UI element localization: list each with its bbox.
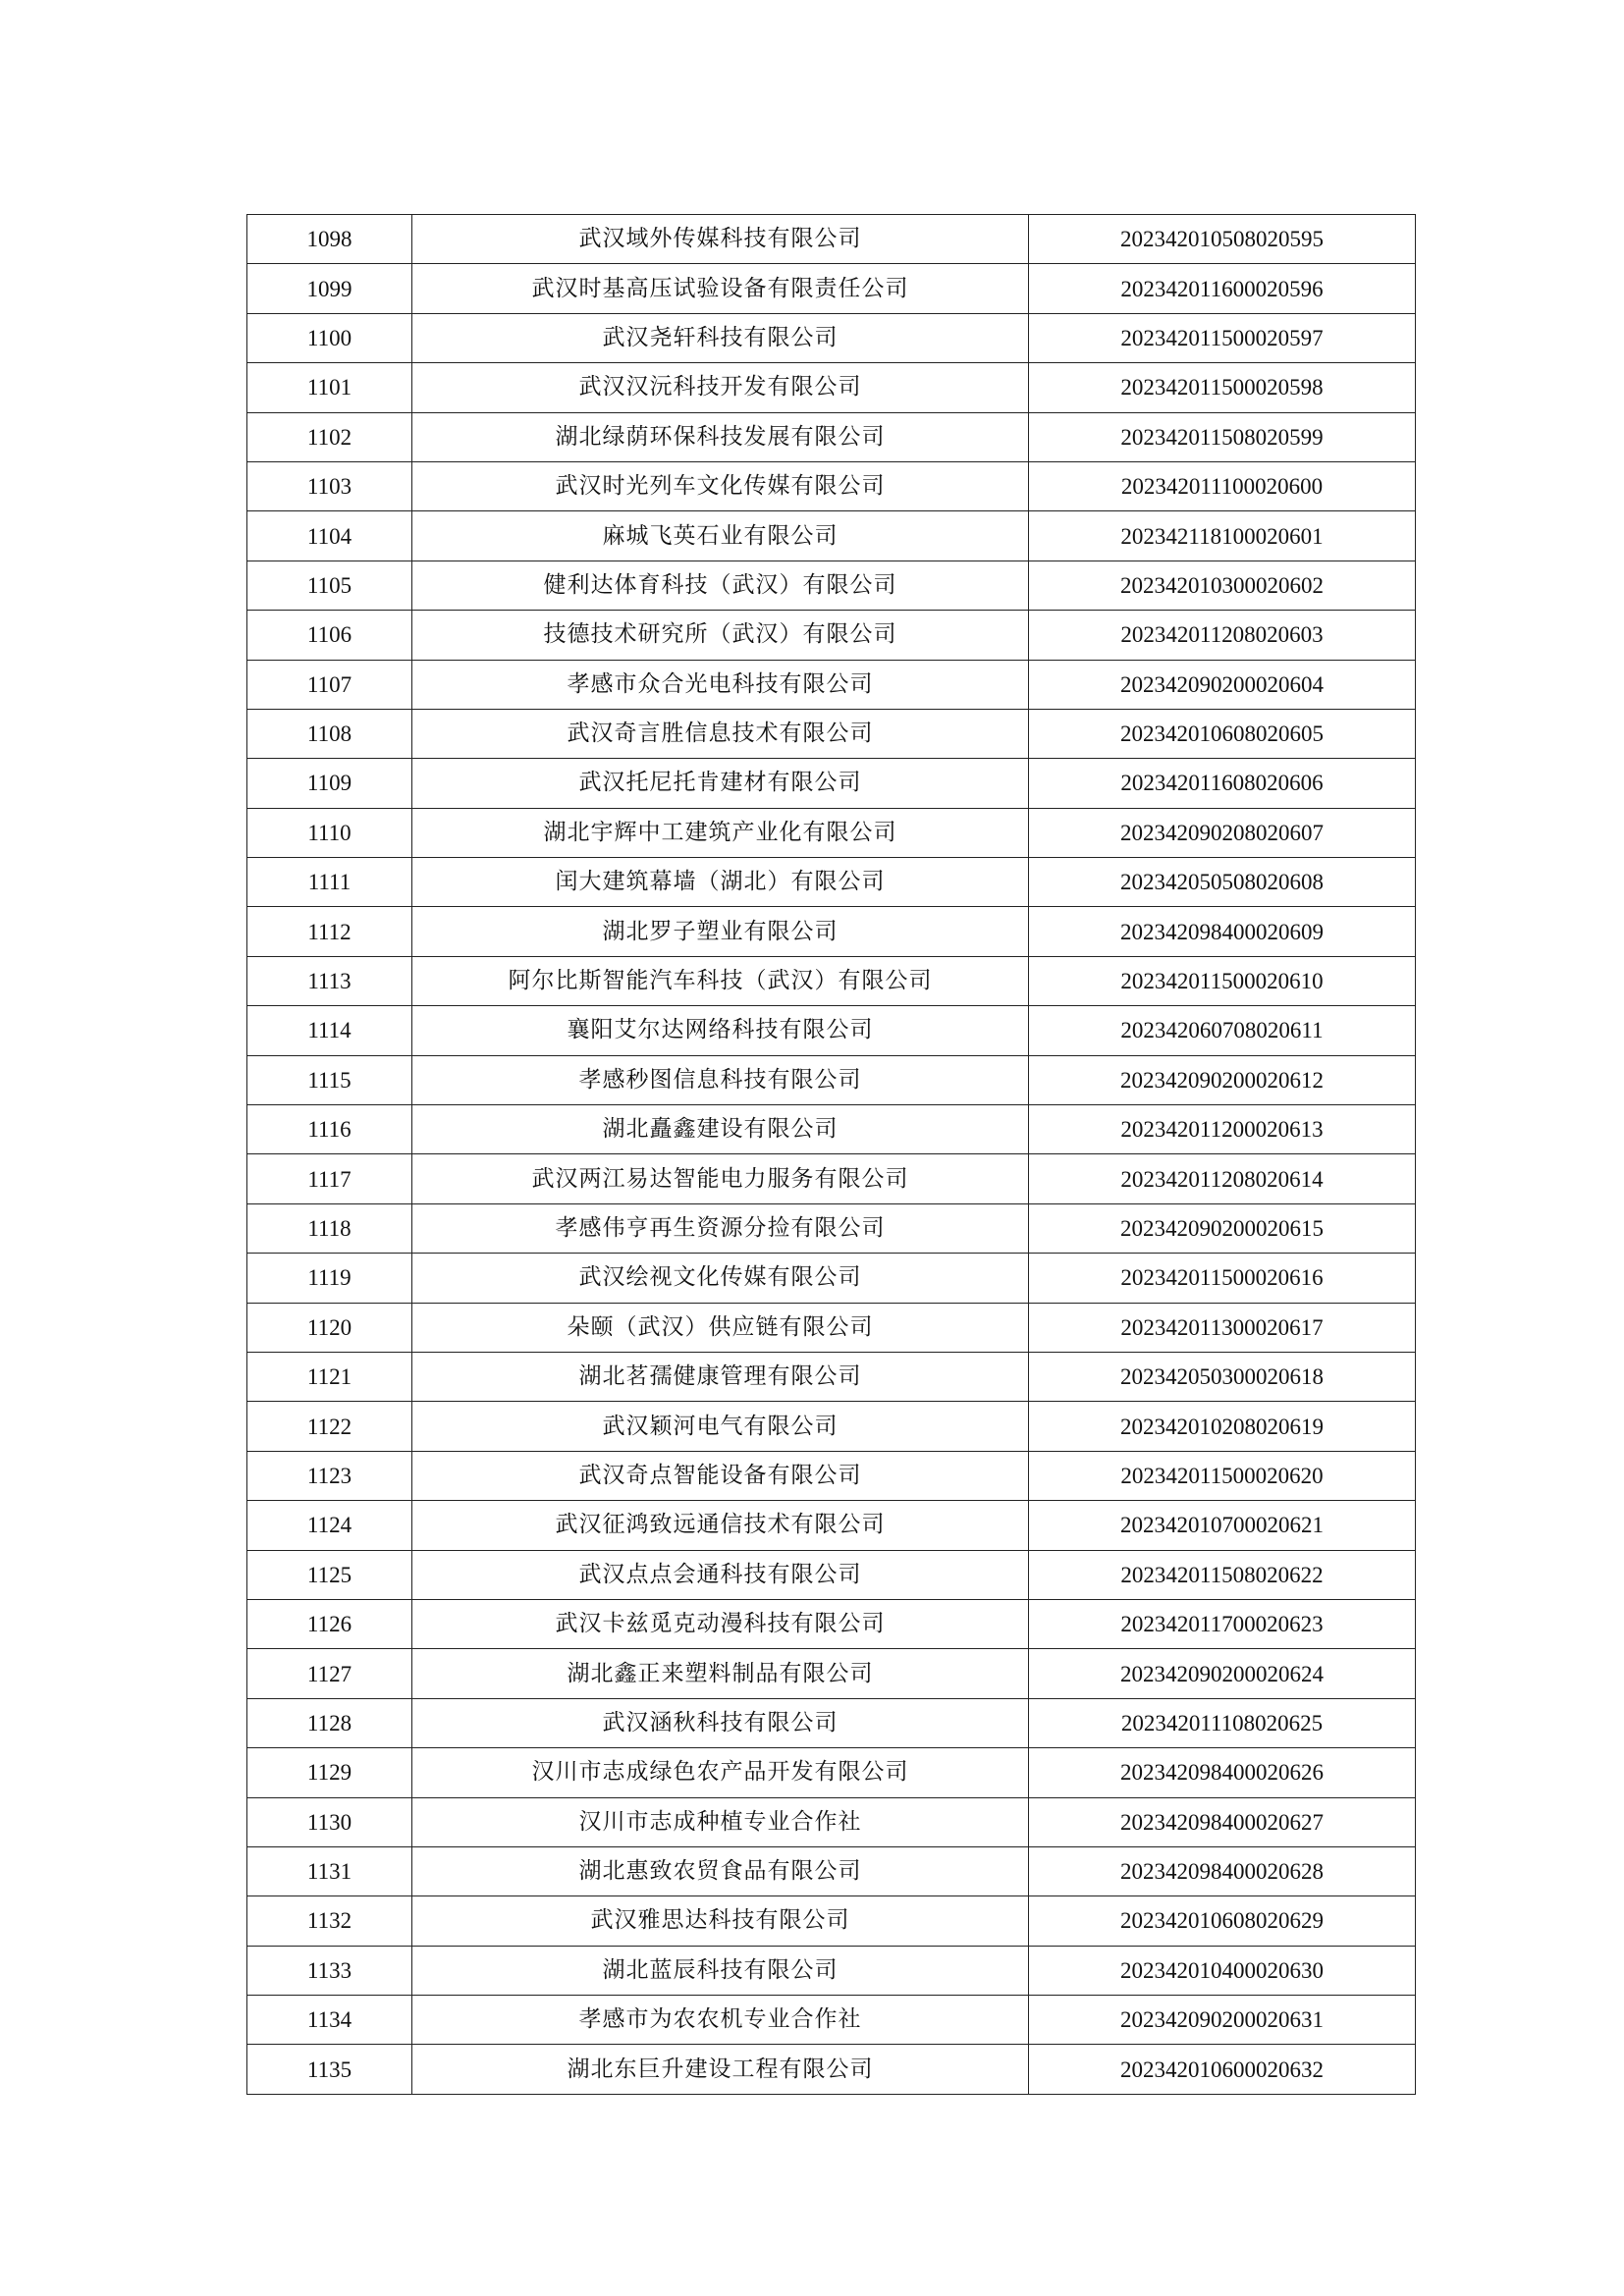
company-name-cell: 闰大建筑幕墙（湖北）有限公司: [412, 858, 1029, 907]
row-number-cell: 1100: [247, 313, 412, 362]
row-number-cell: 1123: [247, 1451, 412, 1500]
row-number-cell: 1132: [247, 1896, 412, 1946]
company-name-cell: 武汉绘视文化传媒有限公司: [412, 1254, 1029, 1303]
company-name-cell: 孝感伟亨再生资源分捡有限公司: [412, 1203, 1029, 1253]
company-registry-table: [246, 214, 1416, 2095]
table-row: [247, 1599, 1416, 1648]
row-number-cell: 1124: [247, 1501, 412, 1550]
company-name-cell: 孝感市为农农机专业合作社: [412, 1996, 1029, 2045]
row-number-cell: 1130: [247, 1797, 412, 1846]
registration-code-cell: 202342011208020614: [1029, 1154, 1416, 1203]
table-row: [247, 363, 1416, 412]
company-name-cell: 武汉奇点智能设备有限公司: [412, 1451, 1029, 1500]
registration-code-cell: 202342098400020627: [1029, 1797, 1416, 1846]
table-row: [247, 1896, 1416, 1946]
row-number-cell: 1111: [247, 858, 412, 907]
table-row: [247, 511, 1416, 561]
registration-code-cell: 202342011600020596: [1029, 264, 1416, 313]
company-name-cell: 湖北蓝辰科技有限公司: [412, 1946, 1029, 1995]
company-name-cell: 湖北鑫正来塑料制品有限公司: [412, 1649, 1029, 1698]
row-number-cell: 1126: [247, 1599, 412, 1648]
row-number-cell: 1120: [247, 1303, 412, 1352]
registration-code-cell: 202342011500020616: [1029, 1254, 1416, 1303]
registration-code-cell: 202342010300020602: [1029, 561, 1416, 610]
registration-code-cell: 202342090200020612: [1029, 1055, 1416, 1104]
row-number-cell: 1122: [247, 1402, 412, 1451]
registration-code-cell: 202342098400020626: [1029, 1748, 1416, 1797]
company-name-cell: 武汉雅思达科技有限公司: [412, 1896, 1029, 1946]
table-body: [247, 215, 1416, 2095]
table-row: [247, 561, 1416, 610]
row-number-cell: 1112: [247, 907, 412, 956]
company-name-cell: 武汉两江易达智能电力服务有限公司: [412, 1154, 1029, 1203]
registration-code-cell: 202342011300020617: [1029, 1303, 1416, 1352]
registration-code-cell: 202342050508020608: [1029, 858, 1416, 907]
table-row: [247, 1748, 1416, 1797]
row-number-cell: 1115: [247, 1055, 412, 1104]
row-number-cell: 1102: [247, 412, 412, 461]
company-name-cell: 湖北惠致农贸食品有限公司: [412, 1846, 1029, 1896]
row-number-cell: 1114: [247, 1006, 412, 1055]
company-name-cell: 健利达体育科技（武汉）有限公司: [412, 561, 1029, 610]
table-row: [247, 956, 1416, 1005]
row-number-cell: 1133: [247, 1946, 412, 1995]
table-row: [247, 1698, 1416, 1747]
registration-code-cell: 202342010608020629: [1029, 1896, 1416, 1946]
registration-code-cell: 202342011508020599: [1029, 412, 1416, 461]
row-number-cell: 1131: [247, 1846, 412, 1896]
registration-code-cell: 202342011200020613: [1029, 1105, 1416, 1154]
registration-code-cell: 202342010400020630: [1029, 1946, 1416, 1995]
row-number-cell: 1101: [247, 363, 412, 412]
company-name-cell: 阿尔比斯智能汽车科技（武汉）有限公司: [412, 956, 1029, 1005]
table-row: [247, 1055, 1416, 1104]
company-name-cell: 武汉托尼托肯建材有限公司: [412, 759, 1029, 808]
company-name-cell: 湖北茗孺健康管理有限公司: [412, 1352, 1029, 1401]
table-row: [247, 1006, 1416, 1055]
company-name-cell: 武汉汉沅科技开发有限公司: [412, 363, 1029, 412]
table-row: [247, 1402, 1416, 1451]
company-name-cell: 武汉卡兹觅克动漫科技有限公司: [412, 1599, 1029, 1648]
registration-code-cell: 202342011208020603: [1029, 611, 1416, 660]
row-number-cell: 1125: [247, 1550, 412, 1599]
table-row: [247, 1451, 1416, 1500]
row-number-cell: 1107: [247, 660, 412, 709]
table-row: [247, 660, 1416, 709]
table-row: [247, 907, 1416, 956]
table-row: [247, 759, 1416, 808]
row-number-cell: 1110: [247, 808, 412, 857]
table-row: [247, 1797, 1416, 1846]
row-number-cell: 1117: [247, 1154, 412, 1203]
company-name-cell: 襄阳艾尔达网络科技有限公司: [412, 1006, 1029, 1055]
table-row: [247, 2045, 1416, 2094]
registration-code-cell: 202342098400020609: [1029, 907, 1416, 956]
company-name-cell: 汉川市志成绿色农产品开发有限公司: [412, 1748, 1029, 1797]
table-row: [247, 858, 1416, 907]
registration-code-cell: 202342098400020628: [1029, 1846, 1416, 1896]
company-name-cell: 武汉时光列车文化传媒有限公司: [412, 461, 1029, 510]
table-row: [247, 808, 1416, 857]
row-number-cell: 1105: [247, 561, 412, 610]
registration-code-cell: 202342011100020600: [1029, 461, 1416, 510]
row-number-cell: 1099: [247, 264, 412, 313]
registration-code-cell: 202342010700020621: [1029, 1501, 1416, 1550]
company-name-cell: 汉川市志成种植专业合作社: [412, 1797, 1029, 1846]
registration-code-cell: 202342011500020620: [1029, 1451, 1416, 1500]
table-row: [247, 1550, 1416, 1599]
registration-code-cell: 202342010208020619: [1029, 1402, 1416, 1451]
row-number-cell: 1119: [247, 1254, 412, 1303]
table-row: [247, 461, 1416, 510]
company-name-cell: 麻城飞英石业有限公司: [412, 511, 1029, 561]
row-number-cell: 1106: [247, 611, 412, 660]
registration-code-cell: 202342050300020618: [1029, 1352, 1416, 1401]
company-name-cell: 武汉点点会通科技有限公司: [412, 1550, 1029, 1599]
company-name-cell: 技德技术研究所（武汉）有限公司: [412, 611, 1029, 660]
row-number-cell: 1118: [247, 1203, 412, 1253]
company-name-cell: 湖北宇辉中工建筑产业化有限公司: [412, 808, 1029, 857]
row-number-cell: 1127: [247, 1649, 412, 1698]
registration-code-cell: 202342090208020607: [1029, 808, 1416, 857]
table-row: [247, 1996, 1416, 2045]
table-row: [247, 1501, 1416, 1550]
table-row: [247, 412, 1416, 461]
table-row: [247, 1649, 1416, 1698]
table-row: [247, 1352, 1416, 1401]
company-name-cell: 湖北罗子塑业有限公司: [412, 907, 1029, 956]
table-row: [247, 709, 1416, 758]
registration-code-cell: 202342090200020631: [1029, 1996, 1416, 2045]
registration-code-cell: 202342090200020624: [1029, 1649, 1416, 1698]
table-row: [247, 215, 1416, 264]
row-number-cell: 1104: [247, 511, 412, 561]
registration-code-cell: 202342011508020622: [1029, 1550, 1416, 1599]
company-name-cell: 武汉颖河电气有限公司: [412, 1402, 1029, 1451]
row-number-cell: 1113: [247, 956, 412, 1005]
row-number-cell: 1103: [247, 461, 412, 510]
company-name-cell: 湖北东巨升建设工程有限公司: [412, 2045, 1029, 2094]
company-name-cell: 武汉域外传媒科技有限公司: [412, 215, 1029, 264]
row-number-cell: 1098: [247, 215, 412, 264]
registration-code-cell: 202342011108020625: [1029, 1698, 1416, 1747]
row-number-cell: 1134: [247, 1996, 412, 2045]
registration-code-cell: 202342011700020623: [1029, 1599, 1416, 1648]
table-row: [247, 1105, 1416, 1154]
table-row: [247, 264, 1416, 313]
registration-code-cell: 202342011500020597: [1029, 313, 1416, 362]
company-name-cell: 孝感市众合光电科技有限公司: [412, 660, 1029, 709]
row-number-cell: 1135: [247, 2045, 412, 2094]
registration-code-cell: 202342090200020615: [1029, 1203, 1416, 1253]
table-row: [247, 313, 1416, 362]
registration-code-cell: 202342011608020606: [1029, 759, 1416, 808]
registration-code-cell: 202342010600020632: [1029, 2045, 1416, 2094]
company-name-cell: 朵颐（武汉）供应链有限公司: [412, 1303, 1029, 1352]
registration-code-cell: 202342060708020611: [1029, 1006, 1416, 1055]
row-number-cell: 1121: [247, 1352, 412, 1401]
row-number-cell: 1109: [247, 759, 412, 808]
row-number-cell: 1129: [247, 1748, 412, 1797]
table-row: [247, 1254, 1416, 1303]
company-name-cell: 孝感秒图信息科技有限公司: [412, 1055, 1029, 1104]
table-row: [247, 1154, 1416, 1203]
table-row: [247, 1303, 1416, 1352]
company-name-cell: 湖北绿荫环保科技发展有限公司: [412, 412, 1029, 461]
table-row: [247, 1203, 1416, 1253]
registration-code-cell: 202342010608020605: [1029, 709, 1416, 758]
table-row: [247, 611, 1416, 660]
table-row: [247, 1846, 1416, 1896]
row-number-cell: 1128: [247, 1698, 412, 1747]
registration-code-cell: 202342010508020595: [1029, 215, 1416, 264]
registration-code-cell: 202342011500020610: [1029, 956, 1416, 1005]
company-name-cell: 湖北矗鑫建设有限公司: [412, 1105, 1029, 1154]
table-row: [247, 1946, 1416, 1995]
registration-code-cell: 202342118100020601: [1029, 511, 1416, 561]
company-name-cell: 武汉时基高压试验设备有限责任公司: [412, 264, 1029, 313]
registration-code-cell: 202342011500020598: [1029, 363, 1416, 412]
row-number-cell: 1108: [247, 709, 412, 758]
company-name-cell: 武汉征鸿致远通信技术有限公司: [412, 1501, 1029, 1550]
row-number-cell: 1116: [247, 1105, 412, 1154]
registration-code-cell: 202342090200020604: [1029, 660, 1416, 709]
company-name-cell: 武汉奇言胜信息技术有限公司: [412, 709, 1029, 758]
company-name-cell: 武汉尧轩科技有限公司: [412, 313, 1029, 362]
company-name-cell: 武汉涵秋科技有限公司: [412, 1698, 1029, 1747]
